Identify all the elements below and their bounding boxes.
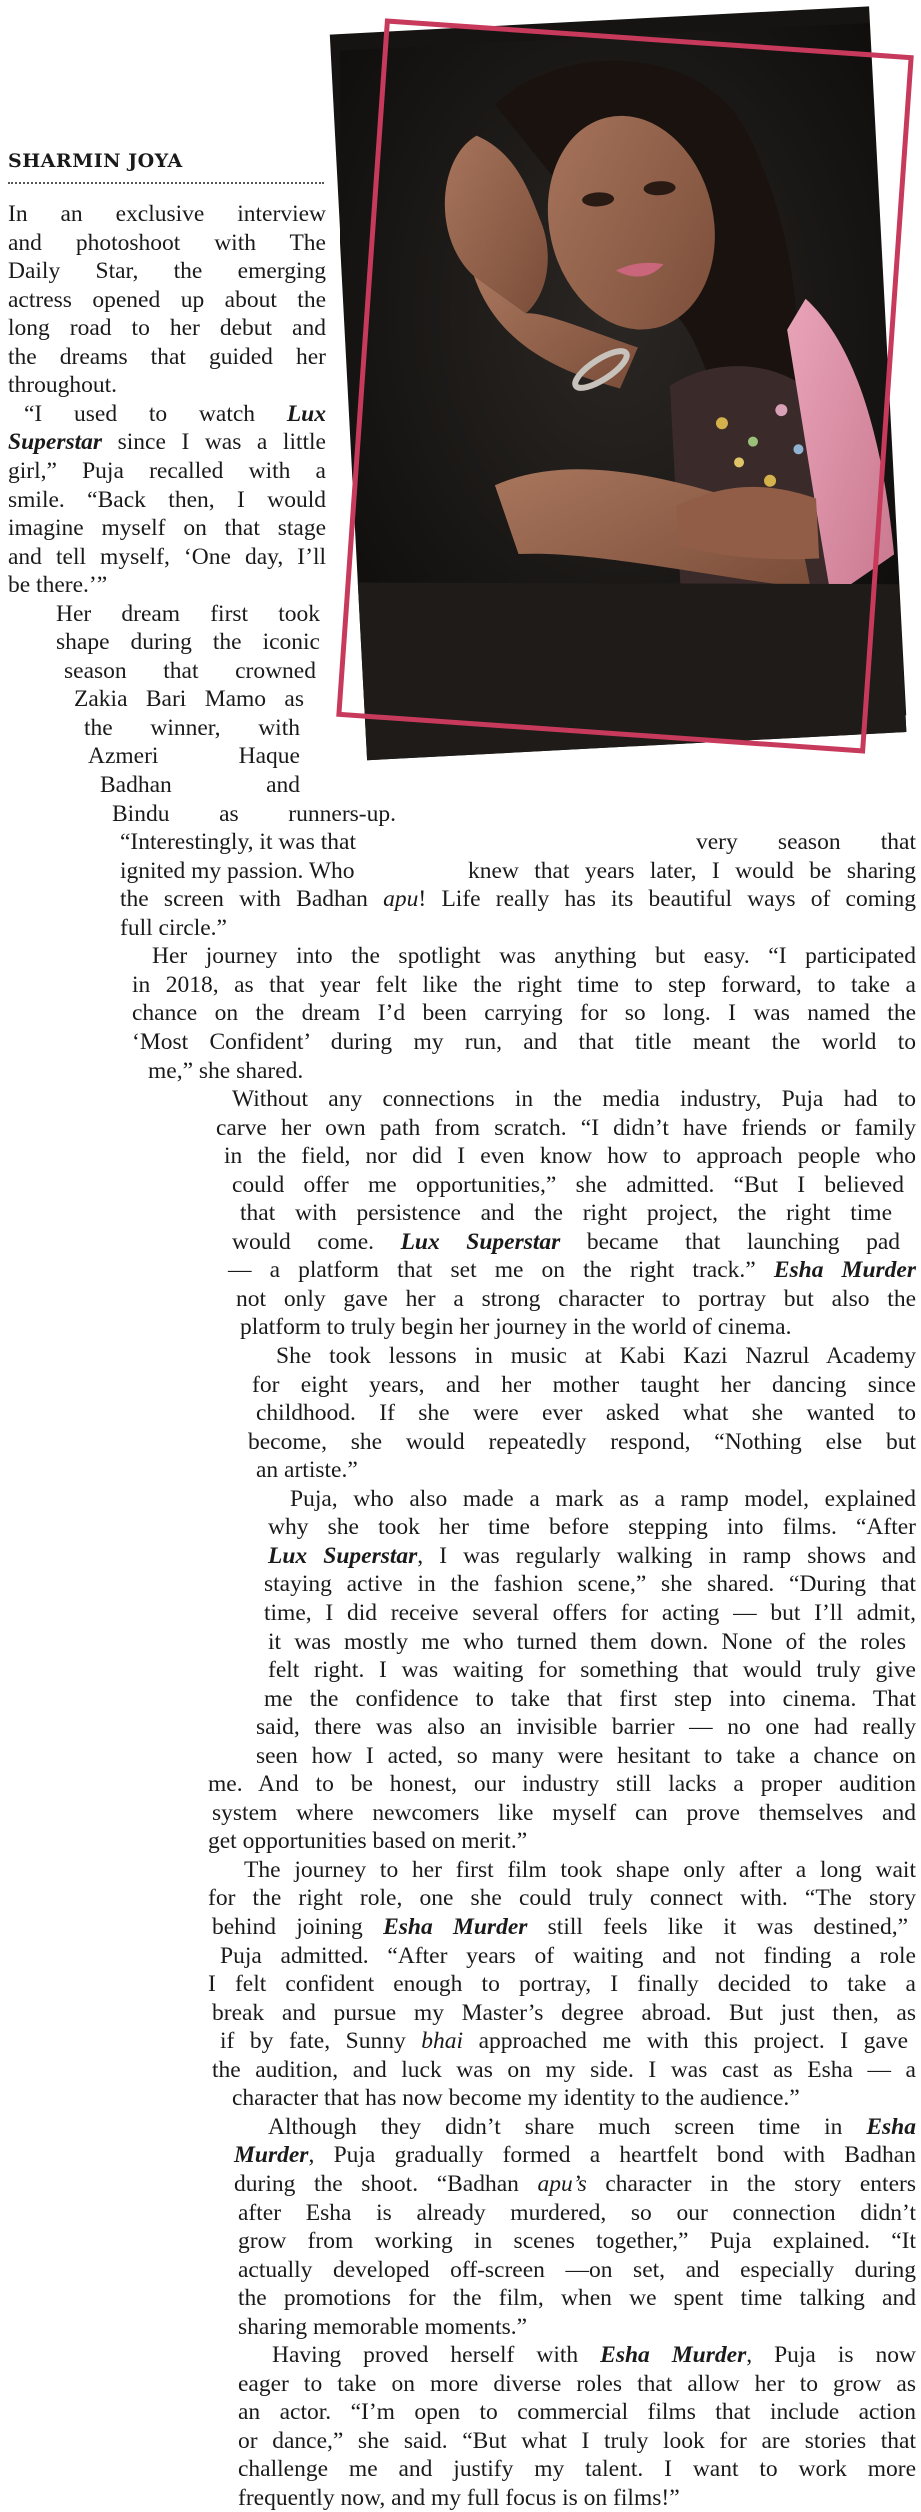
- article-line: would come. Lux Superstar became that launching pad: [232, 1229, 900, 1255]
- article-line: that with persistence and the right project, the right time: [240, 1200, 892, 1226]
- article-line: time, I did receive several offers for acting — but I’ll admit,: [264, 1600, 916, 1626]
- article-line: sharing memorable moments.”: [238, 2314, 528, 2340]
- article-line: the winner, with: [84, 715, 300, 741]
- article-line: during the shoot. “Badhan apu’s character in the story enters: [234, 2171, 916, 2197]
- article-line: why she took her time before stepping into films. “After: [268, 1514, 916, 1540]
- article-line: carve her own path from scratch. “I didn’t have friends or family: [216, 1115, 916, 1141]
- article-line: the promotions for the film, when we spent time talking and: [238, 2285, 916, 2311]
- article-line: could offer me opportunities,” she admitted. “But I believed: [232, 1172, 904, 1198]
- article-line: the dreams that guided her: [8, 344, 326, 370]
- article-line: “Interestingly, it was that: [120, 829, 357, 855]
- article-line: me. And to be honest, our industry still lacks a proper audition: [208, 1771, 916, 1797]
- article-line: smile. “Back then, I would: [8, 487, 326, 513]
- article-line: Murder, Puja gradually formed a heartfelt bond with Badhan: [234, 2142, 916, 2168]
- article-line: — a platform that set me on the right track.” Esha Murder: [228, 1257, 916, 1283]
- article-line: girl,” Puja recalled with a: [8, 458, 326, 484]
- article-line: Her journey into the spotlight was anything but easy. “I participated: [152, 943, 916, 969]
- article-line: She took lessons in music at Kabi Kazi Nazrul Academy: [276, 1343, 916, 1369]
- article-line: Her dream first took: [56, 601, 320, 627]
- article-line: I felt confident enough to portray, I finally decided to take a: [208, 1971, 916, 1997]
- article-line: ‘Most Confident’ during my run, and that title meant the world to: [132, 1029, 916, 1055]
- article-line: In an exclusive interview: [8, 201, 326, 227]
- article-line: throughout.: [8, 372, 118, 398]
- article-line: Although they didn’t share much screen time in Esha: [268, 2114, 916, 2140]
- article-line: Puja, who also made a mark as a ramp model, explained: [290, 1486, 916, 1512]
- article-line: frequently now, and my full focus is on films!”: [238, 2485, 680, 2511]
- article-line: actress opened up about the: [8, 287, 326, 313]
- byline: SHARMIN JOYA: [8, 150, 324, 184]
- article-line: Azmeri Haque: [88, 743, 300, 769]
- article-line: season that crowned: [64, 658, 316, 684]
- article-line: be there.’”: [8, 572, 108, 598]
- article-line: seen how I acted, so many were hesitant to take a chance on: [256, 1743, 916, 1769]
- article-line: chance on the dream I’d been carrying for so long. I was named the: [132, 1000, 916, 1026]
- article-photo: [340, 8, 920, 788]
- article-line: or dance,” she said. “But what I truly look for are stories that: [238, 2428, 916, 2454]
- article-line: “I used to watch Lux: [24, 401, 326, 427]
- article-line: me the confidence to take that first step into cinema. That: [264, 1686, 916, 1712]
- article-line: Puja admitted. “After years of waiting and not finding a role: [220, 1943, 916, 1969]
- article-line: system where newcomers like myself can prove themselves and: [212, 1800, 916, 1826]
- article-line: character that has now become my identity to the audience.”: [232, 2085, 800, 2111]
- article-line: Zakia Bari Mamo as: [74, 686, 304, 712]
- article-line: after Esha is already murdered, so our connection didn’t: [238, 2200, 916, 2226]
- article-line: behind joining Esha Murder still feels like it was destined,”: [212, 1914, 909, 1940]
- article-line: an actor. “I’m open to commercial films that include action: [238, 2399, 916, 2425]
- article-line: platform to truly begin her journey in the world of cinema.: [240, 1314, 792, 1340]
- article-line: Without any connections in the media industry, Puja had to: [232, 1086, 916, 1112]
- article-line: Superstar since I was a little: [8, 429, 326, 455]
- article-line: if by fate, Sunny bhai approached me with this project. I gave: [220, 2028, 909, 2054]
- article-line: in 2018, as that year felt like the right time to step forward, to take a: [132, 972, 916, 998]
- article-line: Having proved herself with Esha Murder, Puja is now: [272, 2342, 917, 2368]
- article-line: knew that years later, I would be sharing: [468, 858, 916, 884]
- article-line: ignited my passion. Who: [120, 858, 355, 884]
- article-line: long road to her debut and: [8, 315, 326, 341]
- article-line: for the right role, one she could truly connect with. “The story: [208, 1885, 916, 1911]
- article-line: Badhan and: [100, 772, 300, 798]
- article-line: full circle.”: [120, 915, 227, 941]
- article-line: said, there was also an invisible barrier — no one had really: [256, 1714, 916, 1740]
- article-line: eager to take on more diverse roles that allow her to grow as: [238, 2371, 916, 2397]
- article-line: an artiste.”: [256, 1457, 358, 1483]
- article-line: for eight years, and her mother taught her dancing since: [252, 1372, 916, 1398]
- article-line: felt right. I was waiting for something that would truly give: [268, 1657, 916, 1683]
- article-line: Lux Superstar, I was regularly walking in ramp shows and: [268, 1543, 916, 1569]
- article-line: me,” she shared.: [148, 1058, 304, 1084]
- article-line: grow from working in scenes together,” Puja explained. “It: [238, 2228, 916, 2254]
- article-line: the audition, and luck was on my side. I was cast as Esha — a: [212, 2057, 916, 2083]
- article-line: become, she would repeatedly respond, “Nothing else but: [248, 1429, 916, 1455]
- article-line: very season that: [696, 829, 916, 855]
- article-line: in the field, nor did I even know how to approach people who: [224, 1143, 916, 1169]
- article-line: childhood. If she were ever asked what she wanted to: [256, 1400, 916, 1426]
- article-line: break and pursue my Master’s degree abroad. But just then, as: [212, 2000, 916, 2026]
- article-line: and photoshoot with The: [8, 230, 326, 256]
- article-line: Daily Star, the emerging: [8, 258, 326, 284]
- article-line: actually developed off-screen —on set, and especially during: [238, 2257, 916, 2283]
- article-line: challenge me and justify my talent. I want to work more: [238, 2456, 916, 2482]
- article-line: Bindu as runners-up.: [112, 801, 396, 827]
- article-line: the screen with Badhan apu! Life really has its beautiful ways of coming: [120, 886, 916, 912]
- photo-frame-border: [336, 18, 914, 753]
- article-line: shape during the iconic: [56, 629, 320, 655]
- article-line: not only gave her a strong character to portray but also the: [236, 1286, 916, 1312]
- article-line: it was mostly me who turned them down. None of the roles: [268, 1629, 906, 1655]
- article-line: and tell myself, ‘One day, I’ll: [8, 544, 326, 570]
- article-line: staying active in the fashion scene,” she shared. “During that: [264, 1571, 916, 1597]
- article-line: The journey to her first film took shape only after a long wait: [244, 1857, 916, 1883]
- article-line: get opportunities based on merit.”: [208, 1828, 528, 1854]
- article-line: imagine myself on that stage: [8, 515, 326, 541]
